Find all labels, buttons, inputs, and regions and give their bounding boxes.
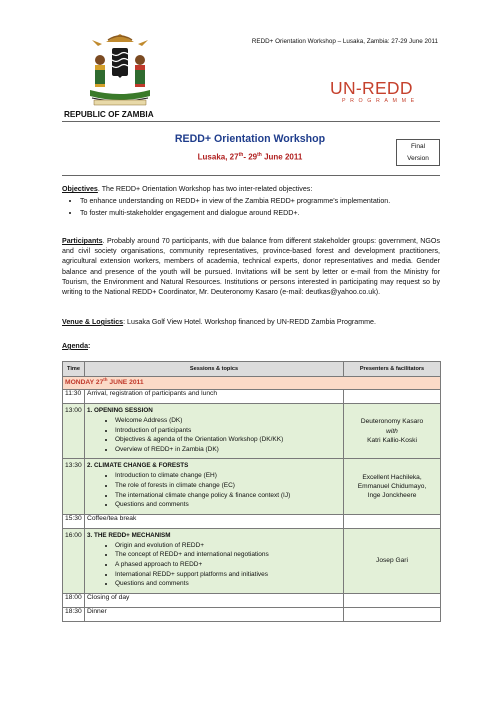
presenter-cell: Josep Gari	[344, 528, 441, 593]
presenter-cell: Deuteronomy Kasaro with Katri Kallio-Koski	[344, 404, 441, 459]
table-row	[63, 390, 441, 404]
list-item: • The international climate change policy & finance context (IJ)	[115, 491, 341, 501]
list-item: • To enhance understanding on REDD+ in view of the Zambia REDD+ programme’s implementation.	[80, 196, 440, 208]
objectives-section	[62, 184, 440, 220]
time-cell: 18:00	[63, 593, 85, 607]
list-item: • Objectives & agenda of the Orientation Workshop (DK/KK)	[115, 435, 341, 445]
session-title: 1. OPENING SESSION	[87, 407, 153, 414]
agenda-table	[62, 361, 441, 622]
objectives-list	[62, 196, 440, 220]
time-cell: 11:30	[63, 390, 85, 404]
table-row	[63, 528, 441, 593]
agenda-heading: Agenda:	[62, 342, 91, 350]
list-item: • Questions and comments	[115, 579, 341, 589]
document-subtitle: Lusaka, 27th- 29th June 2011	[197, 152, 303, 162]
time-cell: 18:30	[63, 607, 85, 621]
objectives-text: . The REDD+ Orientation Workshop has two inter-related objectives:	[97, 185, 313, 193]
session-cell: Closing of day	[85, 593, 344, 607]
col-header-sessions: Sessions & topics	[85, 362, 344, 377]
objectives-label: Objectives	[62, 185, 98, 193]
session-cell	[85, 404, 344, 459]
table-row	[63, 404, 441, 459]
version-line2: Version	[407, 155, 429, 162]
table-row	[63, 514, 441, 528]
venue-text: : Lusaka Golf View Hotel. Workshop financed by UN-REDD Zambia Programme.	[123, 318, 376, 326]
presenter-cell	[344, 390, 441, 404]
session-items	[87, 471, 341, 509]
table-row	[63, 459, 441, 514]
presenter-cell	[344, 514, 441, 528]
session-cell: Coffee/tea break	[85, 514, 344, 528]
version-box	[396, 139, 440, 166]
participants-section	[62, 236, 440, 297]
list-item: • To foster multi-stakeholder engagement and dialogue around REDD+.	[80, 208, 440, 220]
list-item: • Overview of REDD+ in Zambia (DK)	[115, 445, 341, 455]
presenter-cell	[344, 593, 441, 607]
table-row	[63, 607, 441, 621]
session-cell	[85, 528, 344, 593]
list-item: • Introduction to climate change (EH)	[115, 471, 341, 481]
header-rule	[62, 121, 440, 122]
session-title: 3. THE REDD+ MECHANISM	[87, 531, 171, 539]
venue-section	[62, 317, 440, 327]
list-item: • Welcome Address (DK)	[115, 416, 341, 426]
agenda-label: Agenda	[62, 342, 89, 350]
list-item: • The role of forests in climate change (EC)	[115, 481, 341, 491]
session-cell: Dinner	[85, 607, 344, 621]
list-item: • Questions and comments	[115, 500, 341, 510]
republic-label: REPUBLIC OF ZAMBIA	[64, 110, 154, 119]
logo-sub-text: PROGRAMME	[342, 98, 419, 104]
list-item: • Origin and evolution of REDD+	[115, 541, 341, 551]
time-cell: 13:30	[63, 459, 85, 514]
presenter-cell	[344, 607, 441, 621]
time-cell: 13:00	[63, 404, 85, 459]
list-item: • International REDD+ support platforms and initiatives	[115, 570, 341, 580]
list-item: • The concept of REDD+ and international negotiations	[115, 550, 341, 560]
coat-of-arms-logo	[80, 30, 160, 110]
participants-label: Participants	[62, 237, 103, 245]
running-header: REDD+ Orientation Workshop – Lusaka, Zambia: 27-29 June 2011	[251, 38, 438, 45]
session-cell: Arrival, registration of participants and lunch	[85, 390, 344, 404]
venue-label: Venue & Logistics	[62, 318, 124, 326]
un-redd-logo	[330, 78, 440, 104]
session-items	[87, 541, 341, 589]
list-item: • Introduction of participants	[115, 426, 341, 436]
session-title: 2. CLIMATE CHANGE & FORESTS	[87, 462, 189, 470]
time-cell: 16:00	[63, 528, 85, 593]
logo-main-text: UN-REDD	[330, 78, 413, 98]
day-row	[63, 377, 441, 390]
col-header-presenters: Presenters & facilitators	[344, 362, 441, 377]
presenter-cell: Excellent Hachileka, Emmanuel Chidumayo, Inge Jonckheere	[344, 459, 441, 514]
document-title: REDD+ Orientation Workshop	[174, 133, 326, 145]
version-line1: Final	[410, 143, 426, 150]
col-header-time: Time	[63, 362, 85, 377]
session-cell	[85, 459, 344, 514]
participants-text: . Probably around 70 participants, with due balance from different stakeholder groups: government, NGOs and civil society organisations, community representatives, province-based forest and development practitioners, agricultural extension workers, members of academia, technical experts, donor representatives and media. Gender balance and presence of the youth will be pursued. Invitations will be sent by letter or e-mail from the Ministry for Tourism, the Environment and Natural Resources. Institutions or persons interested in participating may request so by writing to the National REDD+ Coordinator, Mr. Deuteronomy Kasaro (e-mail: deutkas@yahoo.co.uk).	[62, 237, 440, 297]
session-items	[87, 416, 341, 454]
table-header-row	[63, 362, 441, 377]
table-row	[63, 593, 441, 607]
day-label: MONDAY 27th JUNE 2011	[63, 377, 441, 390]
title-rule	[62, 175, 440, 176]
time-cell: 15:30	[63, 514, 85, 528]
list-item: • A phased approach to REDD+	[115, 560, 341, 570]
